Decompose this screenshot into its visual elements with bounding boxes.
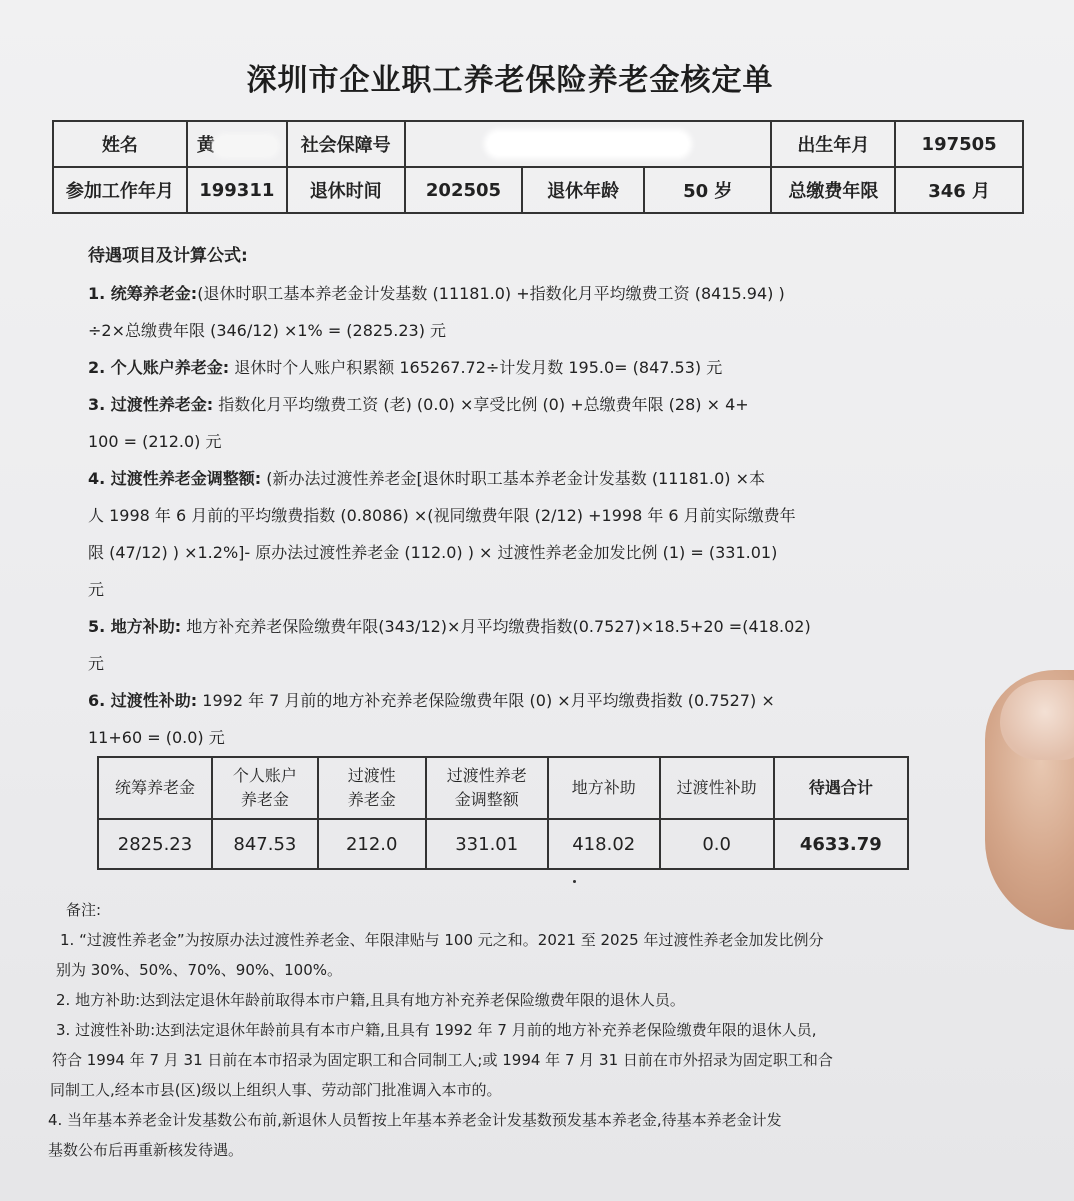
note-1: 1. “过渡性养老金”为按原办法过渡性养老金、年限津贴与 100 元之和。2021 至 2025 年过渡性养老金加发比例分 [60,931,824,949]
formula-4-cont: 人 1998 年 6 月前的平均缴费指数 (0.8086) ×(视同缴费年限 (2/12) +1998 年 6 月前实际缴费年 [88,506,796,525]
table-row [53,121,1023,167]
value-local-subsidy: 418.02 [548,819,660,869]
formula-6-cont: 11+60 = (0.0) 元 [88,728,225,747]
work-start-label: 参加工作年月 [53,167,187,213]
redaction-mark [215,136,277,156]
redaction-mark [488,133,688,155]
header-personal-account: 个人账户 养老金 [212,757,318,819]
header-pooled-pension: 统筹养老金 [98,757,212,819]
formula-5-cont: 元 [88,654,105,673]
value-transition-adjust: 331.01 [426,819,548,869]
formula-section [88,238,968,756]
name-label: 姓名 [53,121,187,167]
notes-section [48,895,948,1165]
work-start-value: 199311 [187,167,287,213]
header-transition-adjust: 过渡性养老 金调整额 [426,757,548,819]
formula-4: 4. 过渡性养老金调整额: (新办法过渡性养老金[退休时职工基本养老金计发基数 (11181.0) ×本 [88,469,765,488]
value-transition-pension: 212.0 [318,819,426,869]
note-3-cont2: 同制工人,经本市县(区)级以上组织人事、劳动部门批准调入本市的。 [50,1081,502,1099]
thumbnail-highlight [1000,680,1074,760]
ink-dot [573,880,576,883]
result-table [97,756,909,870]
retire-time-value: 202505 [405,167,523,213]
formula-4-cont2: 限 (47/12) ) ×1.2%]- 原办法过渡性养老金 (112.0) ) × 过渡性养老金加发比例 (1) = (331.01) [88,543,778,562]
note-3: 3. 过渡性补助:达到法定退休年龄前具有本市户籍,且具有 1992 年 7 月前的地方补充养老保险缴费年限的退休人员, [56,1021,817,1039]
table-row [98,819,908,869]
note-2: 2. 地方补助:达到法定退休年龄前取得本市户籍,且具有地方补充养老保险缴费年限的退休人员。 [56,991,685,1009]
header-transition-subsidy: 过渡性补助 [660,757,774,819]
formula-4-cont3: 元 [88,580,105,599]
formula-2: 2. 个人账户养老金: 退休时个人账户积累额 165267.72÷计发月数 195.0= (847.53) 元 [88,358,723,377]
header-local-subsidy: 地方补助 [548,757,660,819]
table-row [98,757,908,819]
ssn-label: 社会保障号 [287,121,405,167]
personal-info-table [52,120,1024,214]
table-row [53,167,1023,213]
formula-1-cont: ÷2×总缴费年限 (346/12) ×1% = (2825.23) 元 [88,321,447,340]
document-title: 深圳市企业职工养老保险养老金核定单 [246,63,774,98]
note-4: 4. 当年基本养老金计发基数公布前,新退休人员暂按上年基本养老金计发基数预发基本养老金,待基本养老金计发 [48,1111,782,1129]
formula-6: 6. 过渡性补助: 1992 年 7 月前的地方补充养老保险缴费年限 (0) ×月平均缴费指数 (0.7527) × [88,691,775,710]
value-personal-account: 847.53 [212,819,318,869]
value-total: 4633.79 [774,819,908,869]
header-transition-pension: 过渡性 养老金 [318,757,426,819]
formula-1: 1. 统筹养老金:(退休时职工基本养老金计发基数 (11181.0) +指数化月平均缴费工资 (8415.94) ) [88,284,785,303]
header-total: 待遇合计 [774,757,908,819]
value-transition-subsidy: 0.0 [660,819,774,869]
years-value: 346 月 [895,167,1023,213]
formula-3-cont: 100 = (212.0) 元 [88,432,222,451]
value-pooled-pension: 2825.23 [98,819,212,869]
note-4-cont: 基数公布后再重新核发待遇。 [48,1141,244,1159]
name-value: 黄 [187,121,287,167]
ssn-value [405,121,772,167]
birth-value: 197505 [895,121,1023,167]
years-label: 总缴费年限 [771,167,895,213]
note-3-cont: 符合 1994 年 7 月 31 日前在本市招录为固定职工和合同制工人;或 1994 年 7 月 31 日前在市外招录为固定职工和合 [52,1051,833,1069]
note-1-cont: 别为 30%、50%、70%、90%、100%。 [56,961,343,979]
notes-heading: 备注: [66,901,102,919]
formula-heading: 待遇项目及计算公式: [88,246,248,266]
birth-label: 出生年月 [771,121,895,167]
retire-age-label: 退休年龄 [522,167,644,213]
formula-5: 5. 地方补助: 地方补充养老保险缴费年限(343/12)×月平均缴费指数(0.7527)×18.5+20 =(418.02) [88,617,811,636]
formula-3: 3. 过渡性养老金: 指数化月平均缴费工资 (老) (0.0) ×享受比例 (0) +总缴费年限 (28) × 4+ [88,395,749,414]
retire-age-value: 50 岁 [644,167,771,213]
retire-time-label: 退休时间 [287,167,405,213]
